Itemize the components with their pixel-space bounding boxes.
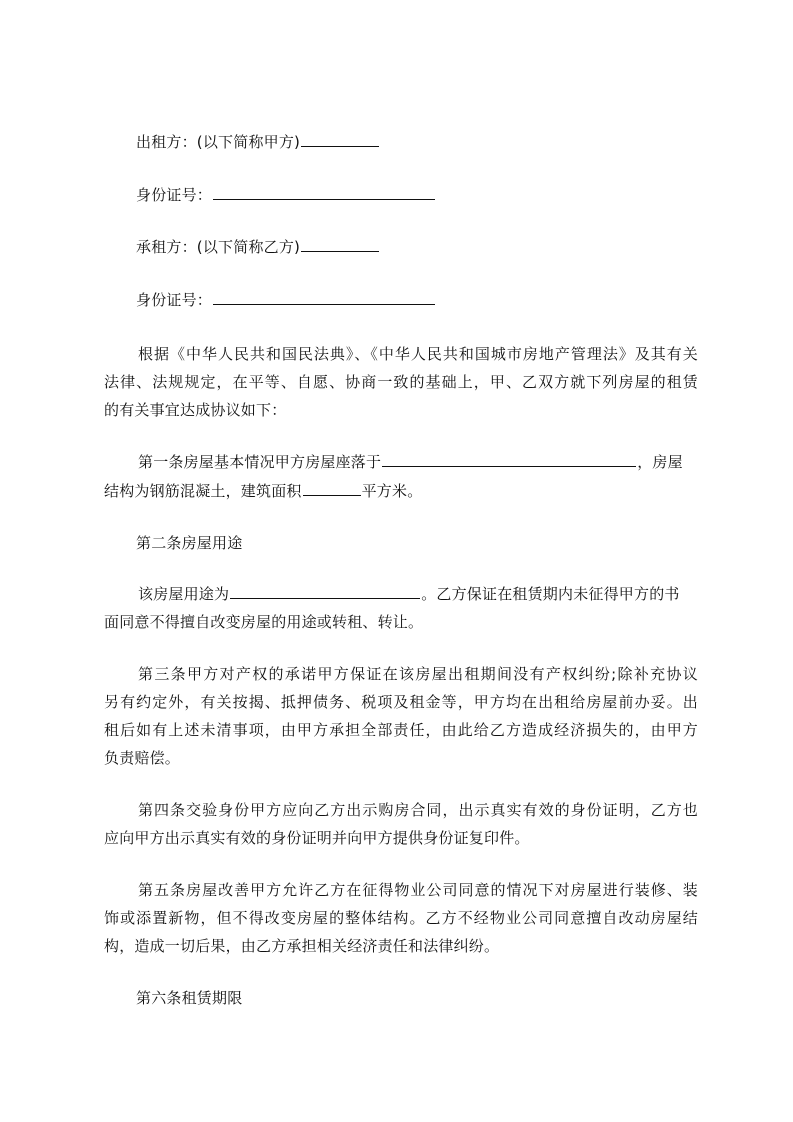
lessee-label: 承租方：(以下简称乙方) [136, 238, 301, 256]
article3-line-1: 第三条甲方对产权的承诺甲方保证在该房屋出租期间没有产权纠纷;除补充协议 [138, 665, 698, 683]
article1-unit-text: 平方米。 [361, 482, 423, 500]
article1-area-text: 结构为钢筋混凝土，建筑面积 [104, 482, 302, 500]
article1-line-1 [138, 448, 698, 476]
lessee-id-line [136, 286, 696, 314]
article4-line-2: 应向甲方出示真实有效的身份证明并向甲方提供身份证复印件。 [104, 829, 530, 847]
preamble-line-2: 法律、法规规定，在平等、自愿、协商一致的基础上，甲、乙双方就下列房屋的租赁 [104, 373, 698, 391]
article1-location-text: 第一条房屋基本情况甲方房屋座落于 [138, 453, 382, 471]
article5-line-2: 饰或添置新物，但不得改变房屋的整体结构。乙方不经物业公司同意擅自改动房屋结 [104, 909, 698, 927]
article3-line-2: 另有约定外，有关按揭、抵押债务、税项及租金等，甲方均在出租给房屋前办妥。出 [104, 693, 698, 711]
building-area-blank[interactable] [303, 477, 361, 496]
article5-line-1: 第五条房屋改善甲方允许乙方在征得物业公司同意的情况下对房屋进行装修、装 [138, 881, 698, 899]
lessee-id-blank[interactable] [213, 286, 435, 305]
lessor-label: 出租方：(以下简称甲方) [136, 133, 301, 151]
house-usage-blank[interactable] [230, 580, 420, 599]
lessee-id-label: 身份证号： [136, 291, 213, 309]
lessee-name-blank[interactable] [301, 233, 379, 252]
article1-structure-text: ，房屋 [637, 453, 683, 471]
preamble-line-1: 根据《中华人民共和国民法典》、《中华人民共和国城市房地产管理法》及其有关 [138, 345, 698, 363]
article6-heading: 第六条租赁期限 [136, 989, 243, 1007]
article2-line-2: 面同意不得擅自改变房屋的用途或转租、转让。 [104, 613, 424, 631]
preamble-line-3: 的有关事宜达成协议如下： [104, 401, 287, 419]
lessee-line [136, 233, 696, 261]
article2-heading: 第二条房屋用途 [136, 534, 243, 552]
lessor-id-label: 身份证号： [136, 186, 213, 204]
article3-line-3: 租后如有上述未清事项，由甲方承担全部责任，由此给乙方造成经济损失的，由甲方 [104, 721, 698, 739]
house-location-blank[interactable] [382, 448, 636, 467]
article2-usage-text: 该房屋用途为 [138, 585, 230, 603]
lessor-id-blank[interactable] [213, 181, 435, 200]
article2-guarantee-text: 。乙方保证在租赁期内未征得甲方的书 [421, 585, 680, 603]
lessor-id-line [136, 181, 696, 209]
lessor-line [136, 128, 696, 156]
lessor-name-blank[interactable] [301, 128, 379, 147]
article4-line-1: 第四条交验身份甲方应向乙方出示购房合同，出示真实有效的身份证明，乙方也 [138, 801, 698, 819]
article2-line-1 [138, 580, 698, 608]
article3-line-4: 负责赔偿。 [104, 749, 181, 767]
article1-line-2 [104, 477, 664, 505]
article5-line-3: 构，造成一切后果，由乙方承担相关经济责任和法律纠纷。 [104, 937, 500, 955]
